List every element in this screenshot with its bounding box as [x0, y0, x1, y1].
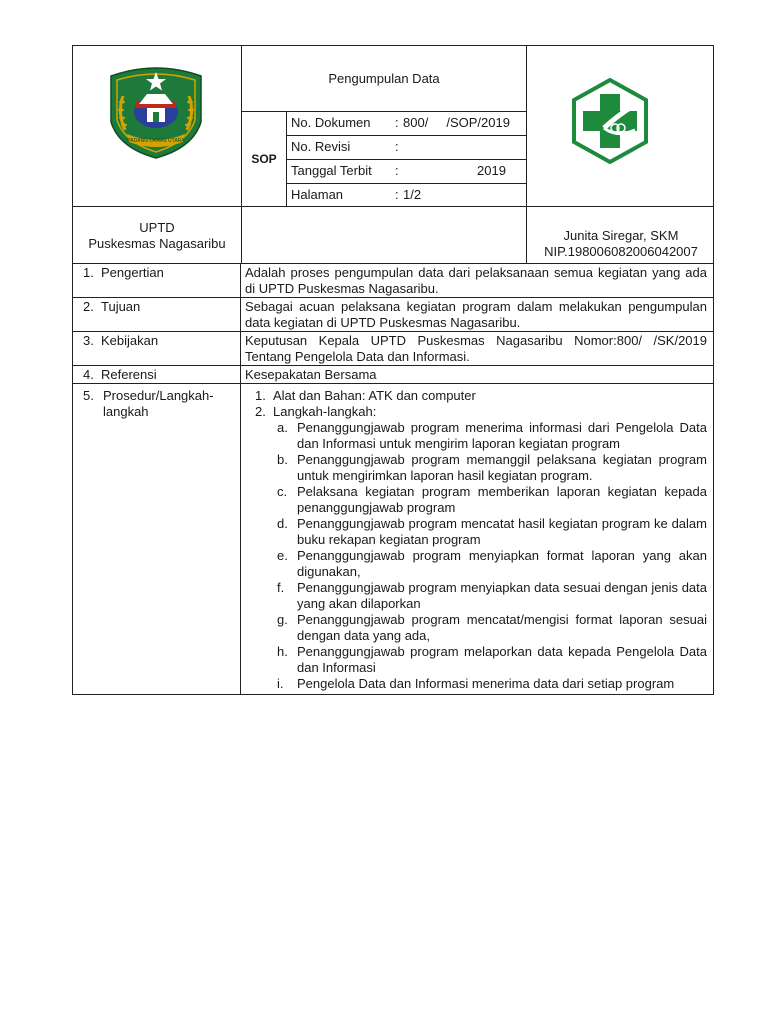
step-marker: i.: [277, 676, 284, 691]
step-text: Penanggungjawab program melaporkan data kepada Pengelola Data dan Informasi: [297, 644, 707, 675]
list-item: [245, 404, 707, 420]
step-item: [245, 644, 707, 676]
signature-block: [527, 228, 715, 260]
meta-row-document-number: [287, 111, 526, 136]
section-text: Kesepakatan Bersama: [245, 367, 377, 382]
step-item: [245, 516, 707, 548]
org-line-2: Puskesmas Nagasaribu: [88, 236, 226, 251]
meta-value: 1/2: [403, 187, 422, 202]
divider: [241, 206, 242, 263]
meta-colon: :: [395, 187, 399, 202]
step-text: Penanggungjawab program menyiapkan format laporan yang akan digunakan,: [297, 548, 707, 579]
section-text: Adalah proses pengumpulan data dari pelaksanaan semua kegiatan yang ada di UPTD Puskesmas Nagasaribu.: [245, 265, 707, 296]
step-item: [245, 612, 707, 644]
step-text: Penanggungjawab program mencatat/mengisi format laporan sesuai dengan data yang ada,: [297, 612, 707, 643]
signer-nip: NIP.198006082006042007: [544, 244, 698, 259]
step-marker: g.: [277, 612, 288, 627]
step-text: Pelaksana kegiatan program memberikan laporan kegiatan kepada penanggungjawab program: [297, 484, 707, 515]
section-number: 3.: [83, 333, 94, 348]
meta-row-revision: [287, 135, 526, 160]
section-label: Pengertian: [101, 265, 164, 280]
table-row: [73, 332, 713, 366]
meta-row-issue-date: [287, 159, 526, 184]
step-item: [245, 452, 707, 484]
section-label: Prosedur/Langkah-langkah: [103, 388, 214, 419]
puskesmas-logo: [567, 78, 653, 164]
sop-header: [72, 45, 714, 207]
meta-key: Tanggal Terbit: [291, 163, 372, 178]
step-marker: a.: [277, 420, 288, 435]
step-item: [245, 676, 707, 692]
document-title: Pengumpulan Data: [242, 46, 526, 112]
meta-key: Halaman: [291, 187, 344, 202]
step-marker: h.: [277, 644, 288, 659]
table-row: [73, 366, 713, 384]
section-label-cell: [73, 332, 241, 365]
procedure-content: [241, 384, 713, 694]
section-label: Tujuan: [101, 299, 141, 314]
meta-key: No. Revisi: [291, 139, 351, 154]
step-item: [245, 548, 707, 580]
meta-colon: :: [395, 139, 399, 154]
regency-emblem-logo: [103, 62, 209, 160]
section-label-cell: [73, 298, 241, 331]
list-marker: 1.: [255, 388, 266, 403]
section-label-cell: [73, 384, 241, 694]
step-text: Penanggungjawab program memanggil pelaksana kegiatan program untuk mengirimkan laporan hasil kegiatan program.: [297, 452, 707, 483]
section-label-cell: [73, 264, 241, 297]
step-marker: c.: [277, 484, 288, 499]
org-name: [73, 220, 241, 252]
step-marker: d.: [277, 516, 288, 531]
step-marker: b.: [277, 452, 288, 467]
step-text: Penanggungjawab program menyiapkan data sesuai dengan jenis data yang akan dilaporkan: [297, 580, 707, 611]
section-number: 5.: [83, 388, 94, 403]
meta-year: 2019: [477, 163, 506, 178]
meta-value: 800/ /SOP/2019: [403, 115, 510, 130]
section-label-cell: [73, 366, 241, 383]
section-label: Kebijakan: [101, 333, 159, 348]
step-item: [245, 420, 707, 452]
table-row-procedure: [73, 384, 713, 694]
step-item: [245, 580, 707, 612]
step-marker: e.: [277, 548, 288, 563]
list-text: Langkah-langkah:: [273, 404, 377, 419]
section-number: 4.: [83, 367, 94, 382]
divider: [526, 46, 527, 206]
table-row: [73, 264, 713, 298]
svg-text:PADANG LAWAS UTARA: PADANG LAWAS UTARA: [127, 138, 185, 144]
section-text: Sebagai acuan pelaksana kegiatan program dalam melakukan pengumpulan data kegiatan di UPTD Puskesmas Nagasaribu.: [245, 299, 707, 330]
step-marker: f.: [277, 580, 285, 595]
step-text: Penanggungjawab program menerima informasi dari Pengelola Data dan Informasi untuk mengirim laporan kegiatan program: [297, 420, 707, 451]
section-number: 1.: [83, 265, 94, 280]
list-item: [245, 388, 707, 404]
step-item: [245, 484, 707, 516]
list-marker: 2.: [255, 404, 266, 419]
sop-content-table: [72, 264, 714, 695]
meta-colon: :: [395, 115, 399, 130]
section-label: Referensi: [101, 367, 157, 382]
section-text: Keputusan Kepala UPTD Puskesmas Nagasaribu Nomor:800/ /SK/2019 Tentang Pengelola Data dan Informasi.: [245, 333, 707, 364]
step-text: Pengelola Data dan Informasi menerima data dari setiap program: [297, 676, 675, 691]
org-signature-row: [72, 206, 714, 264]
org-line-1: UPTD: [139, 220, 175, 235]
meta-key: No. Dokumen: [291, 115, 371, 130]
table-row: [73, 298, 713, 332]
signer-name: Junita Siregar, SKM: [563, 228, 679, 243]
section-number: 2.: [83, 299, 94, 314]
list-text: Alat dan Bahan: ATK dan computer: [273, 388, 476, 403]
step-text: Penanggungjawab program mencatat hasil kegiatan program ke dalam buku rekapan kegiatan program: [297, 516, 707, 547]
meta-colon: :: [395, 163, 399, 178]
meta-row-page: [287, 183, 526, 207]
sop-label: SOP: [242, 111, 287, 206]
